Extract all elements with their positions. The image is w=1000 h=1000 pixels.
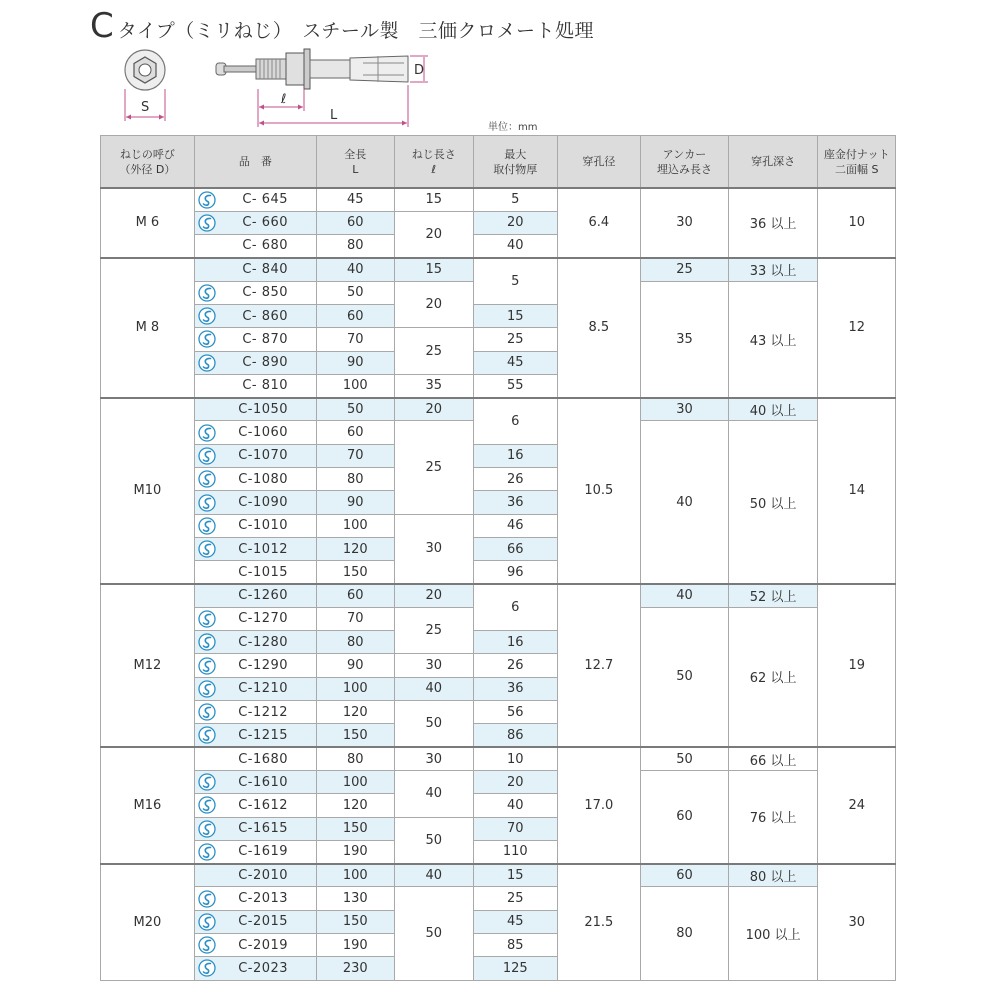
total-length-cell: 150: [317, 910, 394, 933]
header-thread-length: [394, 136, 474, 189]
product-code-cell: [194, 235, 316, 258]
product-code: C-1615: [238, 821, 289, 837]
max-thickness-cell: 6: [474, 398, 558, 445]
nut-front-view-icon: [125, 50, 165, 90]
header-max-thickness: [474, 136, 558, 189]
thread-length-cell: 25: [394, 607, 474, 654]
thread-length-cell: 40: [394, 677, 474, 700]
stock-mark-icon: [198, 610, 216, 628]
header-total-length: [317, 136, 394, 189]
thread-length-cell: 15: [394, 188, 474, 211]
product-code: C- 860: [242, 308, 289, 324]
anchor-diagram: [118, 45, 428, 127]
product-code-cell: [194, 491, 316, 514]
product-code: C-2010: [238, 868, 289, 883]
label-s: S: [141, 100, 150, 115]
drill-depth-cell: 62 以上: [728, 607, 818, 747]
product-code: C- 680: [242, 238, 289, 254]
max-thickness-cell: 125: [474, 957, 558, 980]
stock-mark-icon: [198, 773, 216, 791]
drill-diameter-cell: 10.5: [557, 398, 641, 584]
drill-depth-cell: 52 以上: [728, 584, 818, 607]
total-length-cell: 60: [317, 304, 394, 327]
drill-depth-cell: 76 以上: [728, 770, 818, 863]
stock-mark-icon: [198, 657, 216, 675]
embed-length-cell: 60: [641, 770, 729, 863]
max-thickness-cell: 16: [474, 444, 558, 467]
total-length-cell: 80: [317, 631, 394, 654]
product-code: C- 660: [242, 215, 289, 231]
total-length-cell: 45: [317, 188, 394, 211]
total-length-cell: 150: [317, 817, 394, 840]
drill-depth-cell: 33 以上: [728, 258, 818, 281]
header-total-length-line: L: [352, 162, 359, 176]
product-code: C-1210: [238, 681, 289, 697]
table-row: [101, 770, 896, 793]
product-code-cell: [194, 957, 316, 980]
total-length-cell: 100: [317, 514, 394, 537]
max-thickness-cell: 15: [474, 864, 558, 887]
max-thickness-cell: 45: [474, 351, 558, 374]
embed-length-cell: 50: [641, 747, 729, 770]
product-code-cell: [194, 864, 316, 887]
anchor-side-view-icon: [216, 49, 408, 89]
stock-mark-icon: [198, 330, 216, 348]
header-drill-depth: [728, 136, 818, 189]
stock-mark-icon: [198, 703, 216, 721]
size-cell: M 6: [101, 188, 195, 258]
max-thickness-cell: 56: [474, 701, 558, 724]
header-embed-length: [641, 136, 729, 189]
product-code-cell: [194, 607, 316, 630]
stock-mark-icon: [198, 890, 216, 908]
header-drill-depth-line: 穿孔深さ: [751, 155, 796, 168]
product-code-cell: [194, 677, 316, 700]
embed-length-cell: 40: [641, 584, 729, 607]
total-length-cell: 100: [317, 677, 394, 700]
max-thickness-cell: 20: [474, 211, 558, 234]
total-length-cell: 150: [317, 724, 394, 747]
max-thickness-cell: 45: [474, 910, 558, 933]
product-code-cell: [194, 817, 316, 840]
thread-length-cell: 40: [394, 770, 474, 817]
stock-mark-icon: [198, 214, 216, 232]
total-length-cell: 190: [317, 840, 394, 863]
header-size-line: （外径 D）: [119, 162, 176, 176]
max-thickness-cell: 10: [474, 747, 558, 770]
product-code: C-1050: [238, 402, 289, 418]
total-length-cell: 120: [317, 537, 394, 560]
product-code-cell: [194, 770, 316, 793]
header-embed-length-line: アンカー: [662, 147, 707, 161]
thread-length-cell: 50: [394, 887, 474, 980]
max-thickness-cell: 5: [474, 188, 558, 211]
total-length-cell: 40: [317, 258, 394, 281]
nut-width-cell: 19: [818, 584, 896, 747]
product-code-cell: [194, 188, 316, 211]
total-length-cell: 230: [317, 957, 394, 980]
total-length-cell: 70: [317, 328, 394, 351]
thread-length-cell: 20: [394, 398, 474, 421]
label-d: D: [414, 63, 425, 78]
drill-diameter-cell: 8.5: [557, 258, 641, 398]
product-code: C-1280: [238, 634, 289, 650]
product-code-cell: [194, 561, 316, 584]
product-code-cell: [194, 258, 316, 281]
product-code: C-1060: [238, 425, 289, 441]
max-thickness-cell: 70: [474, 817, 558, 840]
product-code-cell: [194, 211, 316, 234]
total-length-cell: 120: [317, 701, 394, 724]
product-code-cell: [194, 328, 316, 351]
size-cell: M20: [101, 864, 195, 980]
stock-mark-icon: [198, 796, 216, 814]
header-embed-length-line: 埋込み長さ: [656, 162, 712, 176]
thread-length-cell: 25: [394, 328, 474, 375]
max-thickness-cell: 26: [474, 468, 558, 491]
total-length-cell: 80: [317, 468, 394, 491]
thread-length-cell: 20: [394, 584, 474, 607]
header-thread-length-line: ねじ長さ: [411, 147, 456, 161]
header-product-code-line: 品 番: [238, 155, 272, 168]
product-code-cell: [194, 468, 316, 491]
thread-length-cell: 15: [394, 258, 474, 281]
product-code-cell: [194, 514, 316, 537]
product-code: C-1010: [238, 518, 289, 534]
header-nut-width: [818, 136, 896, 189]
table-row: [101, 584, 896, 607]
table-body: [101, 188, 896, 980]
page-title: [90, 6, 594, 46]
embed-length-cell: 35: [641, 281, 729, 397]
product-code: C-1290: [238, 658, 289, 674]
max-thickness-cell: 16: [474, 631, 558, 654]
drill-diameter-cell: 6.4: [557, 188, 641, 258]
product-code-cell: [194, 584, 316, 607]
total-length-cell: 70: [317, 444, 394, 467]
header-size: [101, 136, 195, 189]
product-code-cell: [194, 421, 316, 444]
max-thickness-cell: 20: [474, 770, 558, 793]
product-code-cell: [194, 910, 316, 933]
max-thickness-cell: 5: [474, 258, 558, 305]
embed-length-cell: 40: [641, 421, 729, 584]
max-thickness-cell: 25: [474, 887, 558, 910]
table-row: [101, 887, 896, 910]
thread-length-cell: 35: [394, 374, 474, 397]
nut-width-cell: 12: [818, 258, 896, 398]
nut-width-cell: 24: [818, 747, 896, 863]
thread-length-cell: 30: [394, 514, 474, 584]
drill-diameter-cell: 21.5: [557, 864, 641, 980]
product-code: C-1610: [238, 774, 289, 790]
nut-width-cell: 30: [818, 864, 896, 980]
stock-mark-icon: [198, 633, 216, 651]
embed-length-cell: 30: [641, 398, 729, 421]
product-code-cell: [194, 654, 316, 677]
stock-mark-icon: [198, 284, 216, 302]
product-code: C-2023: [238, 960, 289, 976]
header-nut-width-line: 二面幅 S: [834, 162, 879, 176]
size-cell: M16: [101, 747, 195, 863]
product-code: C- 645: [242, 192, 289, 208]
thread-length-cell: 50: [394, 817, 474, 864]
total-length-cell: 130: [317, 887, 394, 910]
total-length-cell: 90: [317, 654, 394, 677]
table-row: [101, 864, 896, 887]
total-length-cell: 50: [317, 281, 394, 304]
product-code-cell: [194, 374, 316, 397]
label-l: L: [330, 108, 338, 123]
header-max-thickness-line: 取付物厚: [493, 162, 538, 176]
header-size-line: ねじの呼び: [119, 147, 175, 161]
product-code: C-2013: [238, 891, 289, 907]
drill-depth-cell: 66 以上: [728, 747, 818, 770]
product-code-cell: [194, 351, 316, 374]
max-thickness-cell: 85: [474, 934, 558, 957]
product-code: C-2015: [238, 914, 289, 930]
product-code: C-1015: [238, 564, 289, 580]
stock-mark-icon: [198, 470, 216, 488]
stock-mark-icon: [198, 540, 216, 558]
stock-mark-icon: [198, 936, 216, 954]
stock-mark-icon: [198, 820, 216, 838]
product-code-cell: [194, 281, 316, 304]
table-row: [101, 188, 896, 211]
drill-depth-cell: 43 以上: [728, 281, 818, 397]
total-length-cell: 150: [317, 561, 394, 584]
total-length-cell: 90: [317, 491, 394, 514]
header-nut-width-line: 座金付ナット: [823, 147, 890, 161]
product-code: C- 840: [242, 262, 289, 278]
total-length-cell: 120: [317, 794, 394, 817]
nut-width-cell: 14: [818, 398, 896, 584]
product-code: C-1012: [238, 541, 289, 557]
product-code: C- 890: [242, 355, 289, 371]
product-code: C-1612: [238, 797, 289, 813]
thread-length-cell: 20: [394, 281, 474, 328]
product-code: C-1070: [238, 448, 289, 464]
max-thickness-cell: 40: [474, 235, 558, 258]
stock-mark-icon: [198, 726, 216, 744]
embed-length-cell: 80: [641, 887, 729, 980]
embed-length-cell: 60: [641, 864, 729, 887]
drill-depth-cell: 100 以上: [728, 887, 818, 980]
product-code-cell: [194, 724, 316, 747]
product-code: C-1090: [238, 495, 289, 510]
nut-width-cell: 10: [818, 188, 896, 258]
max-thickness-cell: 36: [474, 677, 558, 700]
product-code-cell: [194, 840, 316, 863]
max-thickness-cell: 25: [474, 328, 558, 351]
total-length-cell: 60: [317, 584, 394, 607]
drill-diameter-cell: 12.7: [557, 584, 641, 747]
header-drill-diameter: [557, 136, 641, 189]
total-length-cell: 190: [317, 934, 394, 957]
product-code-cell: [194, 537, 316, 560]
header-thread-length-line: ℓ: [431, 162, 437, 176]
header-drill-diameter-line: 穿孔径: [582, 155, 616, 168]
header-total-length-line: 全長: [344, 147, 367, 161]
product-code-cell: [194, 794, 316, 817]
max-thickness-cell: 6: [474, 584, 558, 631]
product-code-cell: [194, 701, 316, 724]
stock-mark-icon: [198, 680, 216, 698]
max-thickness-cell: 66: [474, 537, 558, 560]
table-row: [101, 398, 896, 421]
embed-length-cell: 30: [641, 188, 729, 258]
product-code-cell: [194, 747, 316, 770]
spec-table: [100, 135, 896, 981]
max-thickness-cell: 86: [474, 724, 558, 747]
product-code: C- 850: [242, 285, 289, 301]
total-length-cell: 60: [317, 421, 394, 444]
size-cell: M12: [101, 584, 195, 747]
total-length-cell: 100: [317, 770, 394, 793]
total-length-cell: 80: [317, 235, 394, 258]
stock-mark-icon: [198, 354, 216, 372]
total-length-cell: 100: [317, 864, 394, 887]
table-row: [101, 747, 896, 770]
total-length-cell: 90: [317, 351, 394, 374]
total-length-cell: 50: [317, 398, 394, 421]
label-l-small: ℓ: [281, 92, 287, 107]
total-length-cell: 70: [317, 607, 394, 630]
stock-mark-icon: [198, 843, 216, 861]
unit-label: 単位：mm: [488, 122, 538, 133]
total-length-cell: 80: [317, 747, 394, 770]
stock-mark-icon: [198, 959, 216, 977]
thread-length-cell: 25: [394, 421, 474, 514]
drill-depth-cell: 36 以上: [728, 188, 818, 258]
max-thickness-cell: 55: [474, 374, 558, 397]
max-thickness-cell: 96: [474, 561, 558, 584]
product-code-cell: [194, 304, 316, 327]
product-code-cell: [194, 631, 316, 654]
max-thickness-cell: 15: [474, 304, 558, 327]
product-code: C- 870: [242, 331, 289, 347]
thread-length-cell: 30: [394, 654, 474, 677]
product-code: C-1270: [238, 611, 289, 627]
thread-length-cell: 30: [394, 747, 474, 770]
product-code: C-1215: [238, 727, 289, 743]
product-code: C-1619: [238, 844, 289, 860]
product-code: C-1260: [238, 588, 289, 604]
stock-mark-icon: [198, 191, 216, 209]
table-header-row: [101, 136, 896, 189]
thread-length-cell: 50: [394, 701, 474, 748]
table-row: [101, 258, 896, 281]
header-product-code: [194, 136, 316, 189]
size-cell: M 8: [101, 258, 195, 398]
thread-length-cell: 40: [394, 864, 474, 887]
drill-depth-cell: 40 以上: [728, 398, 818, 421]
header-max-thickness-line: 最大: [504, 147, 527, 161]
product-code-cell: [194, 934, 316, 957]
stock-mark-icon: [198, 307, 216, 325]
product-code: C-1080: [238, 471, 289, 487]
stock-mark-icon: [198, 447, 216, 465]
thread-length-cell: 20: [394, 211, 474, 258]
product-code: C-1212: [238, 704, 289, 720]
max-thickness-cell: 40: [474, 794, 558, 817]
product-code: C- 810: [242, 378, 289, 394]
drill-depth-cell: 50 以上: [728, 421, 818, 584]
product-code-cell: [194, 398, 316, 421]
max-thickness-cell: 26: [474, 654, 558, 677]
embed-length-cell: 50: [641, 607, 729, 747]
product-code-cell: [194, 444, 316, 467]
stock-mark-icon: [198, 913, 216, 931]
stock-mark-icon: [198, 517, 216, 535]
product-code: C-1680: [238, 751, 289, 767]
product-code: C-2019: [238, 937, 289, 953]
max-thickness-cell: 46: [474, 514, 558, 537]
stock-mark-icon: [198, 424, 216, 442]
stock-mark-icon: [198, 494, 216, 512]
total-length-cell: 60: [317, 211, 394, 234]
title-type-letter: C: [90, 6, 114, 46]
title-text: タイプ（ミリねじ） スチール製 三価クロメート処理: [117, 20, 595, 42]
product-code-cell: [194, 887, 316, 910]
embed-length-cell: 25: [641, 258, 729, 281]
max-thickness-cell: 36: [474, 491, 558, 514]
total-length-cell: 100: [317, 374, 394, 397]
size-cell: M10: [101, 398, 195, 584]
drill-depth-cell: 80 以上: [728, 864, 818, 887]
drill-diameter-cell: 17.0: [557, 747, 641, 863]
max-thickness-cell: 110: [474, 840, 558, 863]
